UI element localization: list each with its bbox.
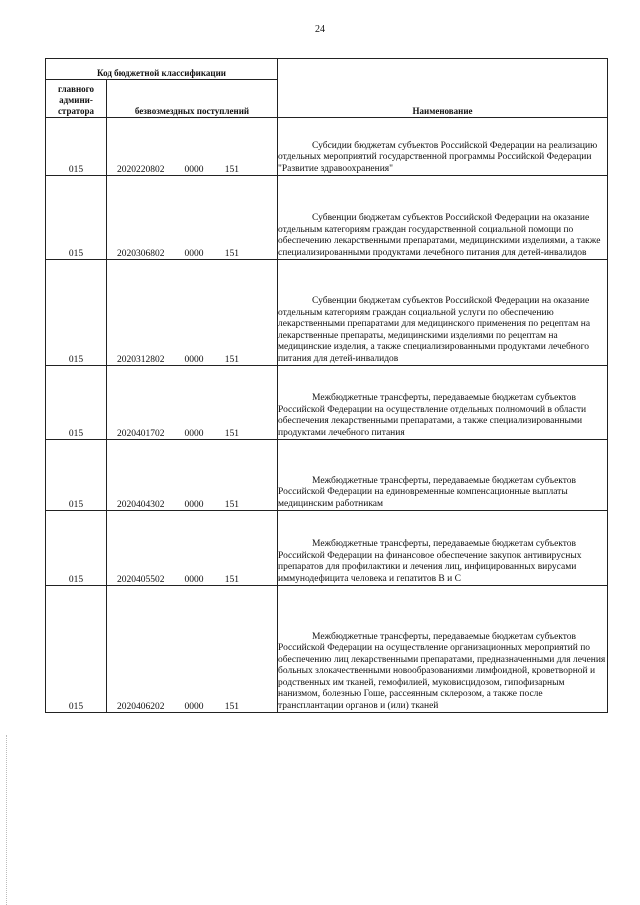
revenue-code-kosgu: 151	[224, 165, 239, 175]
revenue-code	[107, 260, 278, 366]
revenue-code-program: 0000	[184, 249, 204, 259]
revenue-code	[107, 118, 278, 176]
revenue-code	[107, 176, 278, 260]
header-revenue: безвозмездных поступлений	[107, 80, 278, 118]
admin-code: 015	[46, 260, 107, 366]
budget-classification-table	[45, 58, 608, 713]
revenue-code-program: 0000	[184, 355, 204, 365]
revenue-code-kosgu: 151	[224, 575, 239, 585]
admin-code: 015	[46, 176, 107, 260]
table-row	[46, 586, 608, 713]
revenue-code-main: 2020404302	[117, 500, 165, 510]
revenue-code-main: 2020306802	[117, 249, 165, 259]
header-admin: главного админи-стратора	[46, 80, 107, 118]
revenue-code-program: 0000	[184, 575, 204, 585]
revenue-name-text: Субвенции бюджетам субъектов Российской Федерации на оказание отдельным категориям граждан государственной социальной помощи по обеспечению лекарственными препаратами, медицинскими изделиями, а также специализированными продуктами лечебного питания для детей-инвалидов	[278, 213, 601, 258]
header-name: Наименование	[278, 59, 608, 118]
revenue-name	[278, 440, 608, 511]
admin-code: 015	[46, 511, 107, 586]
revenue-name-text: Субсидии бюджетам субъектов Российской Федерации на реализацию отдельных мероприятий государственной программы Российской Федерации "Развитие здравоохранения"	[278, 140, 598, 174]
revenue-name	[278, 511, 608, 586]
table-row	[46, 440, 608, 511]
table-row	[46, 176, 608, 260]
revenue-code-kosgu: 151	[224, 355, 239, 365]
revenue-code-main: 2020406202	[117, 702, 165, 712]
page-number: 24	[315, 24, 325, 35]
revenue-code	[107, 440, 278, 511]
revenue-name-text: Субвенции бюджетам субъектов Российской Федерации на оказание отдельным категориям граждан социальной услуги по обеспечению лекарственными препаратами для медицинского применения по рецептам на лекарственные препараты, медицинскими изделиями по рецептам на медицинские изделия, а также специализированными продуктами лечебного питания для детей-инвалидов	[278, 296, 591, 364]
admin-code: 015	[46, 366, 107, 440]
admin-code: 015	[46, 118, 107, 176]
revenue-code-kosgu: 151	[224, 702, 239, 712]
revenue-code-program: 0000	[184, 702, 204, 712]
revenue-name-text: Межбюджетные трансферты, передаваемые бюджетам субъектов Российской Федерации на финансовое обеспечение закупок антивирусных препаратов для профилактики и лечения лиц, инфицированных вирусами иммунодефицита человека и гепатитов В и С	[278, 539, 582, 584]
revenue-name-text: Межбюджетные трансферты, передаваемые бюджетам субъектов Российской Федерации на осуществление отдельных полномочий в области обеспечения лекарственными препаратами, а также специализированными продуктами лечебного питания	[278, 393, 587, 438]
table-row	[46, 118, 608, 176]
revenue-code-main: 2020312802	[117, 355, 165, 365]
admin-code: 015	[46, 440, 107, 511]
revenue-code	[107, 586, 278, 713]
revenue-code-main: 2020405502	[117, 575, 165, 585]
revenue-code-kosgu: 151	[224, 249, 239, 259]
table-row	[46, 366, 608, 440]
revenue-name	[278, 260, 608, 366]
revenue-code-main: 2020401702	[117, 429, 165, 439]
table-row	[46, 260, 608, 366]
margin-dotted-line	[6, 735, 8, 905]
revenue-name	[278, 118, 608, 176]
revenue-code-program: 0000	[184, 500, 204, 510]
revenue-name	[278, 366, 608, 440]
revenue-name	[278, 176, 608, 260]
revenue-name-text: Межбюджетные трансферты, передаваемые бюджетам субъектов Российской Федерации на осуществление организационных мероприятий по обеспечению лиц лекарственными препаратами, предназначенными для лечения больных злокачественными новообразованиями лимфоидной, кроветворной и родственных им тканей, гемофилией, муковисцидозом, гипофизарным нанизмом, болезнью Гоше, рассеянным склерозом, а также после трансплантации органов и (или) тканей	[278, 631, 606, 711]
revenue-code-kosgu: 151	[224, 500, 239, 510]
revenue-name-text: Межбюджетные трансферты, передаваемые бюджетам субъектов Российской Федерации на единовременные компенсационные выплаты медицинским работникам	[278, 475, 577, 509]
revenue-code-main: 2020220802	[117, 165, 165, 175]
revenue-code	[107, 366, 278, 440]
revenue-code-program: 0000	[184, 429, 204, 439]
revenue-code	[107, 511, 278, 586]
header-classification-code: Код бюджетной классификации	[46, 59, 278, 80]
revenue-code-program: 0000	[184, 165, 204, 175]
revenue-code-kosgu: 151	[224, 429, 239, 439]
table-row	[46, 511, 608, 586]
admin-code: 015	[46, 586, 107, 713]
revenue-name	[278, 586, 608, 713]
